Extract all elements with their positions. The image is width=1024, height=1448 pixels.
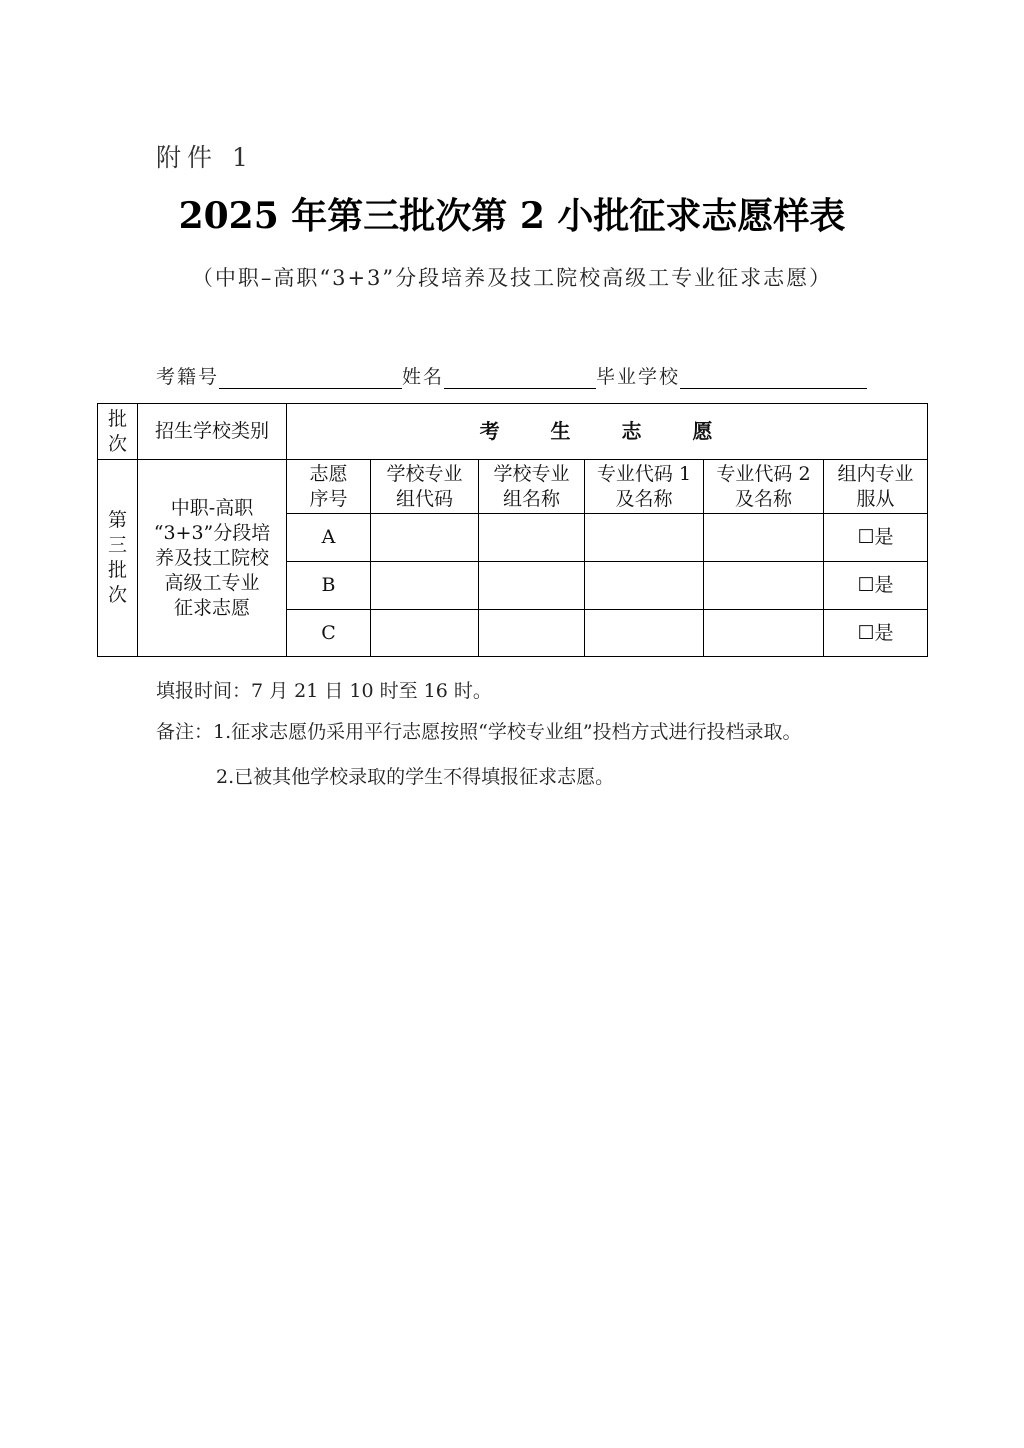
wish-form-table	[97, 403, 928, 657]
header-school-type: 招生学校类别	[138, 404, 287, 460]
fill-time-note: 填报时间：7 月 21 日 10 时至 16 时。	[156, 680, 492, 702]
name-blank[interactable]	[444, 366, 596, 389]
remark-note-2: 2.已被其他学校录取的学生不得填报征求志愿。	[216, 766, 615, 788]
major1-cell[interactable]	[585, 514, 704, 562]
subheader-seq: 志愿 序号	[287, 460, 371, 514]
table-header-row	[98, 404, 928, 460]
seq-cell: A	[287, 514, 371, 562]
attachment-label: 附件 1	[156, 143, 254, 172]
school-label: 毕业学校	[596, 366, 681, 388]
school-type-value-cell: 中职-高职 “3+3”分段培 养及技工院校 高级工专业 征求志愿	[138, 460, 287, 657]
subheader-major1: 专业代码 1 及名称	[585, 460, 704, 514]
exam-id-label: 考籍号	[156, 366, 220, 388]
page-title: 2025 年第三批次第 2 小批征求志愿样表	[178, 195, 846, 237]
major1-cell[interactable]	[585, 610, 704, 657]
exam-id-blank[interactable]	[219, 366, 402, 389]
subheader-obey: 组内专业 服从	[824, 460, 928, 514]
major2-cell[interactable]	[704, 514, 824, 562]
obey-checkbox[interactable]: ☐是	[824, 562, 928, 610]
group-code-cell[interactable]	[371, 514, 479, 562]
group-code-cell[interactable]	[371, 562, 479, 610]
school-blank[interactable]	[680, 366, 867, 389]
remark-note-1: 备注：1.征求志愿仍采用平行志愿按照“学校专业组”投档方式进行投档录取。	[156, 721, 802, 743]
obey-checkbox[interactable]: ☐是	[824, 610, 928, 657]
batch-value-cell: 第 三 批 次	[98, 460, 138, 657]
major1-cell[interactable]	[585, 562, 704, 610]
major2-cell[interactable]	[704, 562, 824, 610]
header-student-wish: 考 生 志 愿	[287, 404, 928, 460]
major2-cell[interactable]	[704, 610, 824, 657]
seq-cell: B	[287, 562, 371, 610]
name-label: 姓名	[402, 366, 445, 388]
group-name-cell[interactable]	[479, 562, 585, 610]
group-name-cell[interactable]	[479, 610, 585, 657]
seq-cell: C	[287, 610, 371, 657]
subheader-group-name: 学校专业 组名称	[479, 460, 585, 514]
group-code-cell[interactable]	[371, 610, 479, 657]
applicant-fields	[156, 362, 867, 390]
table-subheader-row	[98, 460, 928, 514]
page-subtitle: （中职–高职“3+3”分段培养及技工院校高级工专业征求志愿）	[191, 266, 833, 290]
subheader-major2: 专业代码 2 及名称	[704, 460, 824, 514]
header-batch: 批 次	[98, 404, 138, 460]
subheader-group-code: 学校专业 组代码	[371, 460, 479, 514]
obey-checkbox[interactable]: ☐是	[824, 514, 928, 562]
group-name-cell[interactable]	[479, 514, 585, 562]
